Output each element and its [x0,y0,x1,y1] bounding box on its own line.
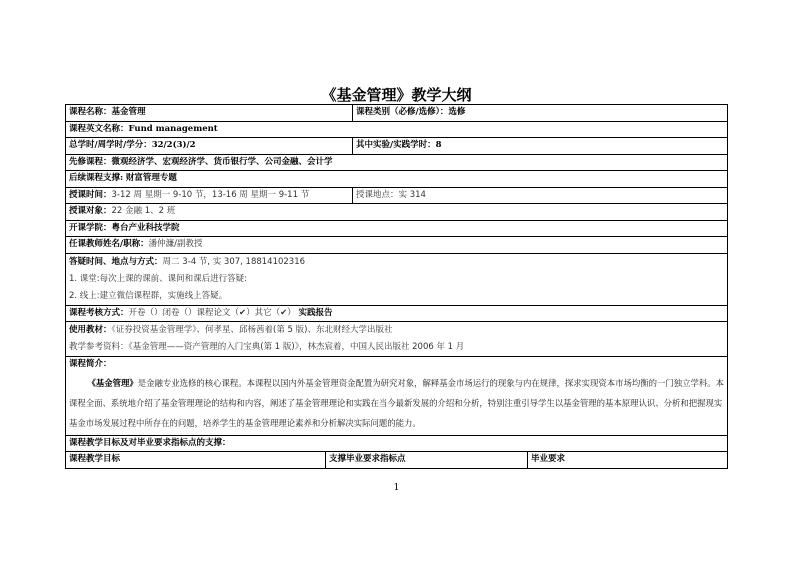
row-goals-header [66,452,728,469]
label: 使用教材： [69,325,112,335]
row-english-name [66,121,728,138]
college: 粤台产业科技学院 [111,222,180,233]
label: 课程简介： [69,359,112,369]
exam-extra: 实践报告 [298,307,333,318]
qa-line: 2. 线上:建立微信课程群，实施线上答疑。 [69,290,228,301]
follow-course: 财富管理专题 [125,173,177,183]
label: 授课对象： [69,206,112,216]
row-course-name [66,105,728,122]
label: 授课地点： [356,189,399,200]
intro-text: 是金融专业选修的核心课程。本课程以国内外基金管理资金配置为研究对象，解释基金市场运行的现象与内在规律，探求实现资本市场均衡的一门独立学科。本课程全面、系统地介绍了基金管理理论的结构和内容，阐述了基金管理理论和实践在当今最新发展的介绍和分析，特别注重引导学生以基金管理的基本原理认识、分析和把握现实基金市场发展过程中所存在的问题，培养学生的基金管理理论素养和分析解决实际问题的能力。 [69,377,724,428]
label: 其中实验/实践学时： [356,140,436,150]
label: 课程教学目标及对毕业要求指标点的支撑： [69,437,231,448]
class-time: 3-12 周 星期一 9-10 节，13-16 周 星期一 9-11 节 [111,189,310,200]
teacher: 潘仲濂/副教授 [148,239,203,249]
course-name: 基金管理 [111,107,146,117]
class-place: 实 314 [398,189,426,200]
row-intro [66,357,728,436]
practice-hours: 8 [435,140,442,150]
page-title: 《基金管理》教学大纲 [321,86,472,104]
label: 开课学院： [69,222,112,233]
row-goals [66,435,728,452]
row-exam [66,305,728,322]
label: 后续课程支撑: [69,173,124,183]
exam-methods: 开卷（）闭卷（）课程论文（✔）其它（✔） [128,307,296,318]
label: 答疑时间、地点与方式： [69,256,163,267]
intro-course-name: 《基金管理》 [87,377,138,388]
label: 授课时间： [69,189,112,200]
column-header: 课程教学目标 [69,454,121,464]
hours: 32/2(3)/2 [151,140,196,150]
reference: 教学参考资料：《基金管理——资产管理的入门宝典(第 1 版)》，林杰宸着，中国人民出版社 2006 年 1 月 [69,342,465,352]
label: 课程类别（必修/选修）： [356,107,449,117]
prerequisites: 微观经济学、宏观经济学、货币银行学、公司金融、会计学 [111,156,333,167]
label: 总学时/周学时/学分： [69,140,152,150]
row-textbook [66,322,728,357]
label: 任课教师姓名/职称： [69,239,149,249]
label: 课程英文名称： [69,123,129,134]
row-college [66,220,728,237]
label: 先修课程： [69,156,112,167]
qa-info: 周二 3-4 节, 实 307, 18814102316 [162,256,306,267]
column-header: 支撑毕业要求指标点 [329,454,406,464]
target-students: 22 金融 1、2 班 [111,206,176,216]
label: 课程名称： [69,107,112,117]
row-qa [66,253,728,305]
row-target [66,204,728,221]
qa-line: 1. 课堂:每次上课的课前、课间和课后进行答疑: [69,273,248,284]
row-prereq [66,154,728,171]
label: 课程考核方式： [69,307,129,318]
textbook: 《证券投资基金管理学》、何孝星、邱杨茜着(第 5 版)、东北财经大学出版社 [111,325,393,335]
syllabus-table [65,104,728,469]
page-number: 1 [393,483,400,493]
english-name: Fund management [128,123,218,134]
row-time [66,187,728,204]
row-follow [66,171,728,188]
column-header: 毕业要求 [531,454,566,464]
row-hours [66,138,728,155]
row-teacher [66,237,728,254]
course-category: 选修 [448,107,466,117]
